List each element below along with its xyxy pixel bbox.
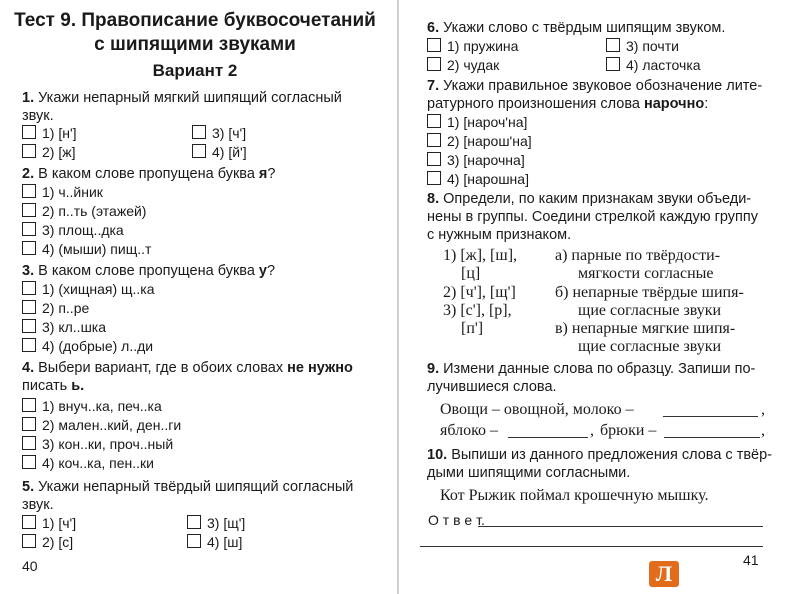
q5-option-3[interactable]: 3) [щ'] [187,515,245,531]
question-3: 3. В каком слове пропущена буква у? [22,263,276,279]
sound-group-1[interactable]: 1) [ж], [ш], [443,247,518,264]
test-title-line1: Тест 9. Правописание буквосочетаний [14,10,376,31]
feature-c-cont: щие согласные звуки [578,338,722,355]
question-10-line2: дыми шипящими согласными. [427,465,631,481]
comma: , [761,422,765,439]
question-2: 2. В каком слове пропущена буква я? [22,166,276,182]
q7-option-4[interactable]: 4) [нарошна] [427,171,529,187]
question-9: 9. Измени данные слова по образцу. Запиши по- [427,361,756,377]
question-5-line2: звук. [22,497,54,513]
feature-a[interactable]: а) парные по твёрдости- [555,247,721,264]
q3-option-1[interactable]: 1) (хищная) щ..ка [22,281,155,297]
checkbox[interactable] [22,319,36,333]
q7-option-3[interactable]: 3) [нарочна] [427,152,525,168]
q1-option-4[interactable]: 4) [й'] [192,144,247,160]
q6-option-3[interactable]: 3) почти [606,38,679,54]
checkbox[interactable] [606,57,620,71]
q4-option-1[interactable]: 1) внуч..ка, печ..ка [22,398,162,414]
q3-option-2[interactable]: 2) п..ре [22,300,89,316]
q6-option-4[interactable]: 4) ласточка [606,57,701,73]
checkbox[interactable] [427,133,441,147]
given-sentence: Кот Рыжик поймал крошечную мышку. [440,487,709,504]
word-yabloko: яблоко – [440,422,499,439]
q5-option-2[interactable]: 2) [с] [22,534,73,550]
feature-b[interactable]: б) непарные твёрдые шипя- [555,284,744,301]
question-6: 6. Укажи слово с твёрдым шипящим звуком. [427,20,726,36]
question-number: 1. [22,90,35,106]
q6-option-1[interactable]: 1) пружина [427,38,518,54]
checkbox[interactable] [22,534,36,548]
question-8-line2: нены в группы. Соедини стрелкой каждую группу [427,209,758,225]
q2-option-1[interactable]: 1) ч..йник [22,184,103,200]
checkbox[interactable] [187,534,201,548]
question-4-line2: писать ь. [22,378,85,394]
comma: , [761,401,765,418]
sound-group-2[interactable]: 2) [ч'], [щ'] [443,284,516,301]
checkbox[interactable] [22,281,36,295]
q3-option-3[interactable]: 3) кл..шка [22,319,106,335]
checkbox[interactable] [22,241,36,255]
q1-option-3[interactable]: 3) [ч'] [192,125,246,141]
question-9-line2: лучившиеся слова. [427,379,557,395]
checkbox[interactable] [22,222,36,236]
checkbox[interactable] [606,38,620,52]
checkbox[interactable] [22,144,36,158]
q2-option-2[interactable]: 2) п..ть (этажей) [22,203,146,219]
q2-option-3[interactable]: 3) площ..дка [22,222,124,238]
comma: , [590,422,594,439]
example-line-1: Овощи – овощной, молоко – [440,401,634,418]
checkbox[interactable] [187,515,201,529]
checkbox[interactable] [427,114,441,128]
checkbox[interactable] [427,171,441,185]
checkbox[interactable] [22,125,36,139]
answer-blank-yabloko[interactable] [508,437,588,438]
answer-label: О т в е т. [428,512,485,528]
q1-option-2[interactable]: 2) [ж] [22,144,75,160]
checkbox[interactable] [22,184,36,198]
q3-option-4[interactable]: 4) (добрые) л..ди [22,338,153,354]
answer-blank-moloko[interactable] [663,416,758,417]
page-number-left: 40 [22,558,38,574]
feature-b-cont: щие согласные звуки [578,302,722,319]
q2-option-4[interactable]: 4) (мыши) пищ..т [22,241,151,257]
question-7-line2: ратурного произношения слова нарочно: [427,96,709,112]
q6-option-2[interactable]: 2) чудак [427,57,499,73]
page-number-right: 41 [743,552,759,568]
question-5: 5. Укажи непарный твёрдый шипящий согласный [22,479,354,495]
checkbox[interactable] [427,57,441,71]
checkbox[interactable] [22,455,36,469]
question-1 [22,90,342,106]
q1-option-1[interactable]: 1) [н'] [22,125,77,141]
answer-line-2[interactable] [420,546,763,547]
checkbox[interactable] [22,398,36,412]
q5-option-1[interactable]: 1) [ч'] [22,515,76,531]
checkbox[interactable] [22,515,36,529]
checkbox[interactable] [22,436,36,450]
q7-option-1[interactable]: 1) [нароч'на] [427,114,527,130]
feature-c[interactable]: в) непарные мягкие шипя- [555,320,736,337]
sound-group-1-cont: [ц] [461,265,481,282]
checkbox[interactable] [192,125,206,139]
sound-group-3[interactable]: 3) [с'], [р], [443,302,512,319]
q5-option-4[interactable]: 4) [ш] [187,534,242,550]
checkbox[interactable] [427,152,441,166]
feature-a-cont: мягкости согласные [578,265,714,282]
question-8: 8. Определи, по каким признакам звуки объеди- [427,191,752,207]
sound-group-3-cont: [п'] [461,320,484,337]
question-8-line3: с нужным признаком. [427,227,572,243]
question-text: Укажи непарный мягкий шипящий согласный [38,90,342,106]
test-title-line2: с шипящими звуками [94,34,296,55]
question-1-line2: звук. [22,108,54,124]
question-4: 4. Выбери вариант, где в обоих словах не нужно [22,360,353,376]
checkbox[interactable] [427,38,441,52]
question-7: 7. Укажи правильное звуковое обозначение лите- [427,78,763,94]
word-bryuki: брюки – [600,422,657,439]
answer-blank-bryuki[interactable] [664,437,760,438]
question-10: 10. Выпиши из данного предложения слова с твёр- [427,447,773,463]
q4-option-4[interactable]: 4) коч..ка, пен..ки [22,455,154,471]
q7-option-2[interactable]: 2) [нарош'на] [427,133,532,149]
q4-option-3[interactable]: 3) кон..ки, проч..ный [22,436,173,452]
answer-line-1[interactable] [478,526,763,527]
q4-option-2[interactable]: 2) мален..кий, ден..ги [22,417,181,433]
checkbox[interactable] [22,203,36,217]
checkbox[interactable] [192,144,206,158]
publisher-logo: Л [649,561,679,587]
page-gutter [397,0,399,594]
checkbox[interactable] [22,300,36,314]
checkbox[interactable] [22,338,36,352]
variant-label: Вариант 2 [152,61,238,80]
checkbox[interactable] [22,417,36,431]
